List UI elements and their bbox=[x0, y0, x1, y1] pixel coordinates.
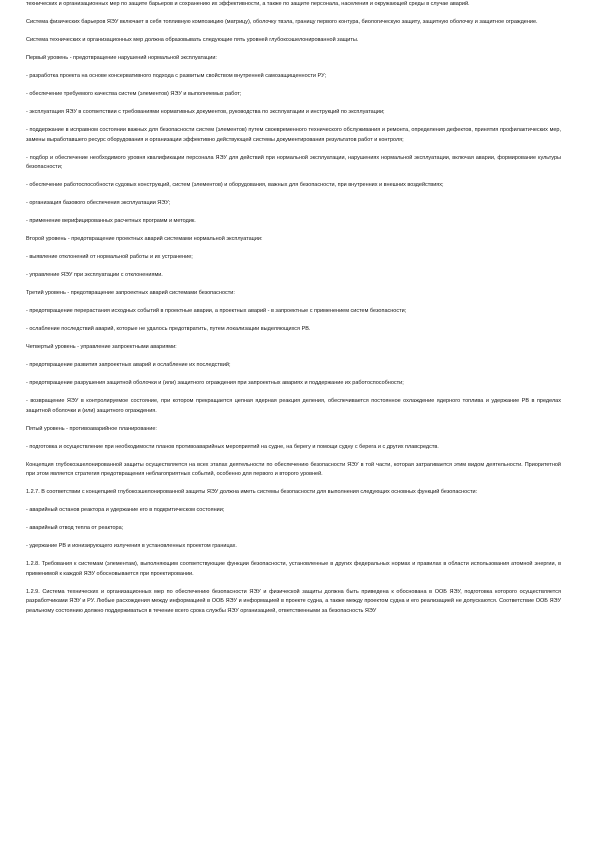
document-paragraph: - поддержание в исправном состоянии важных для безопасности систем (элементов) путем своевременного технического обслуживания и ремонта, определения дефектов, принятия профилактических мер, замены выработавшего ресурс оборудования и организации эффективно действующей системы документирования результатов работ и контроля; bbox=[26, 127, 561, 143]
document-paragraph: - подготовка и осуществление при необходимости планов противоаварийных мероприятий на судне, на берегу и помощи судну с берега и с других плавсредств. bbox=[26, 443, 439, 450]
document-paragraph: 1.2.8. Требования к системам (элементам), выполняющим соответствующие функции безопасности, установленные в других федеральных нормах и правилах в области использования атомной энергии, в применимой к каждой ЯЭУ обосновывается при проектировании. bbox=[26, 561, 561, 577]
document-paragraph: - предотвращение развития запроектных аварий и ослабление их последствий; bbox=[26, 362, 231, 368]
document-paragraph: 1.2.9. Система технических и организационных мер по обеспечению безопасности ЯЭУ и физической защиты должна быть приведена к обоснована в ООБ ЯЭУ, подготовка которого осуществляется разработчиками ЯЭУ и РУ. Любые расхождения между информацией в ООБ ЯЭУ и информацией в проекте судна, а также между проектом судна и его реализацией не допускаются. Соответствие ООБ ЯЭУ реальному состоянию должно поддерживаться в течение всего срока службы ЯЭУ организацией, ответственными за безопасность ЯЭУ bbox=[26, 588, 561, 614]
document-paragraph: Четвертый уровень - управление запроектными авариями: bbox=[26, 344, 177, 350]
document-paragraph: - предотвращение перерастания исходных событий в проектные аварии, а проектных аварий - в запроектные с применением систем безопасности; bbox=[26, 308, 407, 314]
document-paragraph: Третий уровень - предотвращение запроектных аварий системами безопасности: bbox=[26, 290, 235, 296]
document-paragraph: - организация базового обеспечения эксплуатации ЯЭУ; bbox=[26, 200, 171, 206]
document-paragraph: - возвращение ЯЭУ в контролируемое состояние, при котором прекращается цепная ядерная реакция деления, обеспечивается постоянное охлаждение ядерного топлива и удержание РВ в пределах защитной оболочки и (или) защитного ограждения. bbox=[26, 398, 561, 414]
document-paragraph: - аварийный отвод тепла от реактора; bbox=[26, 525, 124, 531]
document-paragraph: - выявление отклонений от нормальной работы и их устранение; bbox=[26, 254, 193, 260]
document-paragraph: Система физических барьеров ЯЭУ включает в себя топливную композицию (матрицу), оболочку твэла, границу первого контура, биологическую защиту, защитную оболочку и защитное ограждение. bbox=[26, 19, 538, 25]
document-paragraph: - подбор и обеспечение необходимого уровня квалификации персонала ЯЭУ для действий при нормальной эксплуатации, нарушениях нормальной эксплуатации, включая аварии, формирование культуры безопасности; bbox=[26, 154, 561, 170]
document-paragraph: - ослабление последствий аварий, которые не удалось предотвратить, путем локализации выделяющихся РВ. bbox=[26, 326, 311, 332]
document-paragraph: - управление ЯЭУ при эксплуатации с отклонениями. bbox=[26, 272, 163, 278]
document-paragraph: - применение верифицированных расчетных программ и методик. bbox=[26, 218, 196, 224]
document-paragraph: технических и организационных мер по защите барьеров и сохранению их эффективности, а также по защите персонала, населения и окружающей среды в случае аварий. bbox=[26, 1, 470, 7]
document-paragraph: 1.2.7. В соответствии с концепцией глубокоэшелонированной защиты ЯЭУ должна иметь системы безопасности для выполнения следующих основных функций безопасности: bbox=[26, 489, 478, 495]
document-paragraph: Концепция глубокоэшелонированной защиты осуществляется на всех этапах деятельности по обеспечению безопасности ЯЭУ в той части, которая затрагивается этим видом деятельности. Приоритетной при этом является стратегия предотвращения неблагоприятных событий, особенно для первого и второго уровней. bbox=[26, 461, 561, 477]
document-paragraph: - предотвращение разрушения защитной оболочки и (или) защитного ограждения при запроектных авариях и поддержание их работоспособности; bbox=[26, 380, 404, 386]
document-paragraph: Второй уровень - предотвращение проектных аварий системами нормальной эксплуатации: bbox=[26, 236, 263, 242]
document-paragraph: - обеспечение требуемого качества систем (элементов) ЯЭУ и выполняемых работ; bbox=[26, 91, 242, 97]
document-paragraph: - разработка проекта на основе консервативного подхода с развитым свойством внутренней самозащищенности РУ; bbox=[26, 73, 326, 79]
document-paragraph: Пятый уровень - противоаварийное планирование: bbox=[26, 425, 157, 432]
document-paragraph: - удержание РВ и ионизирующего излучения в установленных проектом границах. bbox=[26, 543, 237, 549]
document-paragraph: - аварийный останов реактора и удержание его в подкритическом состоянии; bbox=[26, 507, 225, 513]
document-paragraph: - обеспечение работоспособности судовых конструкций, систем (элементов) и оборудования, важных для безопасности, при внутренних и внешних воздействиях; bbox=[26, 182, 444, 188]
document-paragraph: Первый уровень - предотвращение нарушений нормальной эксплуатации: bbox=[26, 55, 217, 61]
document-paragraph: Система технических и организационных мер должна образовывать следующие пять уровней глубокоэшелонированной защиты. bbox=[26, 37, 359, 43]
document-body bbox=[26, 0, 561, 616]
document-paragraph: - эксплуатация ЯЭУ в соответствии с требованиями нормативных документов, руководства по эксплуатации и инструкций по эксплуатации; bbox=[26, 109, 385, 115]
